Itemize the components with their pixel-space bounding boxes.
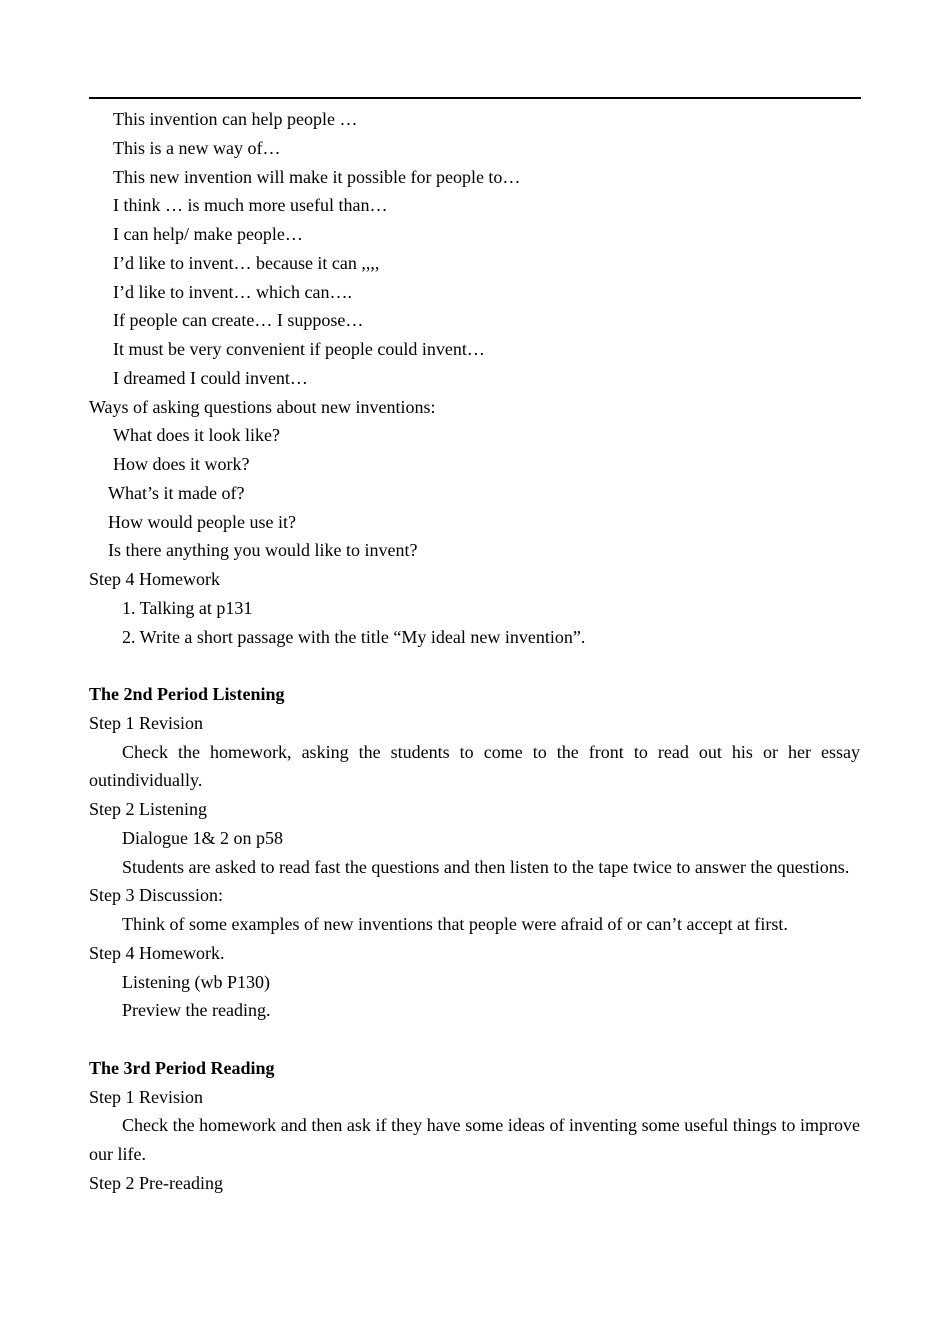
- phrase-line: I think … is much more useful than…: [113, 195, 388, 216]
- step-heading: Step 2 Listening: [89, 799, 207, 819]
- step-heading: Step 4 Homework.: [89, 942, 225, 963]
- homework-item: Preview the reading.: [122, 1000, 271, 1021]
- header-rule: [89, 97, 861, 99]
- phrase-line: I’d like to invent… which can….: [113, 281, 352, 302]
- period-title: The 3rd Period Reading: [89, 1057, 275, 1078]
- step-line: Think of some examples of new inventions that people were afraid of or can’t accept at first.: [122, 914, 788, 934]
- step-heading: Step 4 Homework: [89, 569, 220, 589]
- step-heading: Step 2 Pre-reading: [89, 1172, 223, 1193]
- step-heading: Step 3 Discussion:: [89, 885, 224, 906]
- step-paragraph: Check the homework and then ask if they have some ideas of inventing some useful things to improve our life.: [89, 1115, 860, 1164]
- phrase-line: If people can create… I suppose…: [113, 310, 364, 331]
- phrase-line: It must be very convenient if people could invent…: [113, 339, 485, 359]
- blank-line: [89, 651, 860, 680]
- question-line: What’s it made of?: [108, 482, 245, 503]
- phrase-line: I’d like to invent… because it can ,,,,: [113, 252, 380, 273]
- question-line: How would people use it?: [108, 511, 296, 532]
- period-title: The 2nd Period Listening: [89, 684, 285, 704]
- homework-item: 1. Talking at p131: [122, 597, 253, 618]
- step-paragraph: Students are asked to read fast the questions and then listen to the tape twice to answer the questions.: [122, 856, 850, 877]
- step-heading: Step 1 Revision: [89, 712, 204, 733]
- step-heading: Step 1 Revision: [89, 1086, 204, 1107]
- phrase-line: I dreamed I could invent…: [113, 367, 308, 388]
- document-body: [89, 105, 860, 1198]
- phrase-line: This is a new way of…: [113, 137, 281, 158]
- phrase-line: I can help/ make people…: [113, 224, 303, 244]
- step-paragraph: Check the homework, asking the students to come to the front to read out his or her essay outindividually.: [89, 741, 860, 791]
- questions-heading: Ways of asking questions about new inventions:: [89, 396, 436, 417]
- blank-line: [89, 1025, 860, 1054]
- homework-item: Listening (wb P130): [122, 971, 270, 992]
- step-line: Dialogue 1& 2 on p58: [122, 827, 283, 848]
- question-line: How does it work?: [113, 454, 250, 474]
- phrase-line: This invention can help people …: [113, 109, 358, 129]
- question-line: What does it look like?: [113, 425, 280, 446]
- homework-item: 2. Write a short passage with the title “My ideal new invention”.: [122, 626, 586, 647]
- question-line: Is there anything you would like to invent?: [108, 540, 418, 561]
- phrase-line: This new invention will make it possible for people to…: [113, 166, 521, 187]
